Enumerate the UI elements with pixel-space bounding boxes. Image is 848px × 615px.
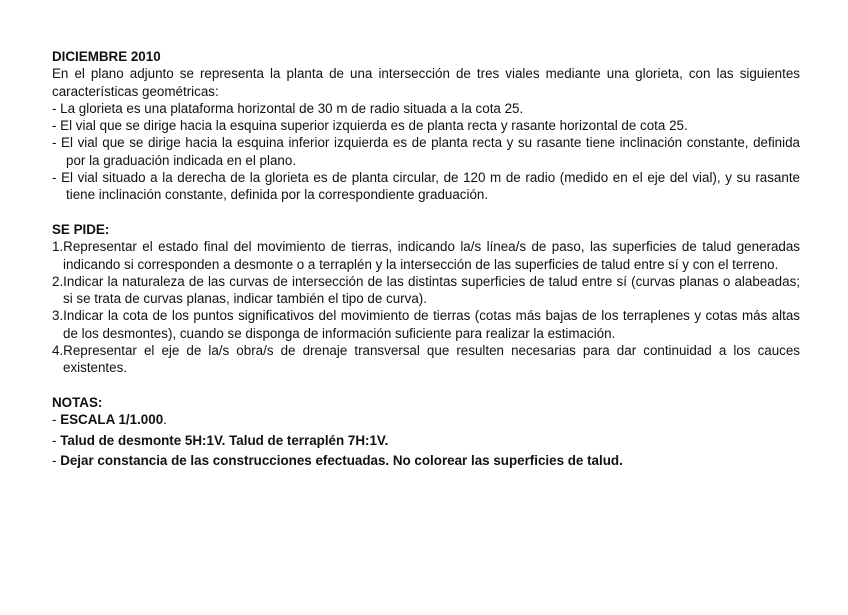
notas-heading: NOTAS: — [52, 394, 103, 410]
characteristic-item-3: - El vial que se dirige hacia la esquina inferior izquierda es de planta recta y su rasante tiene inclinación constante, definida por la graduación indicada en el plano. — [52, 135, 800, 168]
characteristic-item-2: - El vial que se dirige hacia la esquina superior izquierda es de planta recta y rasante horizontal de cota 25. — [52, 118, 688, 134]
se-pide-heading: SE PIDE: — [52, 221, 110, 237]
note-suffix: . — [163, 412, 167, 428]
characteristic-item-1: - La glorieta es una plataforma horizontal de 30 m de radio situada a la cota 25. — [52, 100, 524, 116]
note-constructions: Dejar constancia de las construcciones efectuadas. No colorear las superficies de talud. — [60, 452, 623, 468]
note-item-2 — [52, 432, 800, 449]
note-item-1 — [52, 411, 800, 428]
characteristic-item-4: - El vial situado a la derecha de la glorieta es de planta circular, de 120 m de radio (medido en el eje del vial), y su rasante tiene inclinación constante, definida por la correspondiente graduación. — [52, 170, 800, 203]
note-prefix: - — [52, 412, 61, 428]
request-item-4: 4.Representar el eje de la/s obra/s de drenaje transversal que resulten necesarias para dar continuidad a los cauces existentes. — [52, 343, 800, 376]
request-item-1: 1.Representar el estado final del movimiento de tierras, indicando la/s línea/s de paso, las superficies de talud generadas indicando si corresponden a desmonte o a terraplén y la intersección de las superficies de talud entre sí y con el terreno. — [52, 239, 800, 272]
note-scale: ESCALA 1/1.000 — [60, 412, 164, 428]
request-item-3: 3.Indicar la cota de los puntos significativos del movimiento de tierras (cotas más bajas de los terraplenes y cotas más altas de los desmontes), cuando se disponga de información suficiente para realizar la estimación. — [52, 308, 800, 341]
request-item-2: 2.Indicar la naturaleza de las curvas de intersección de las distintas superficies de talud entre sí (curvas planas o alabeadas; si se trata de curvas planas, indicar también el tipo de curva). — [52, 273, 800, 307]
exam-statement — [52, 48, 800, 472]
section-spacer — [52, 377, 800, 394]
note-item-3 — [52, 452, 800, 469]
note-prefix: - — [52, 432, 61, 448]
date-heading: DICIEMBRE 2010 — [52, 49, 161, 64]
intro-paragraph: En el plano adjunto se representa la planta de una intersección de tres viales mediante una glorieta, con las siguientes características geométricas: — [52, 66, 800, 99]
note-prefix: - — [52, 452, 61, 468]
section-spacer — [52, 204, 800, 221]
note-slopes: Talud de desmonte 5H:1V. Talud de terraplén 7H:1V. — [60, 432, 389, 448]
